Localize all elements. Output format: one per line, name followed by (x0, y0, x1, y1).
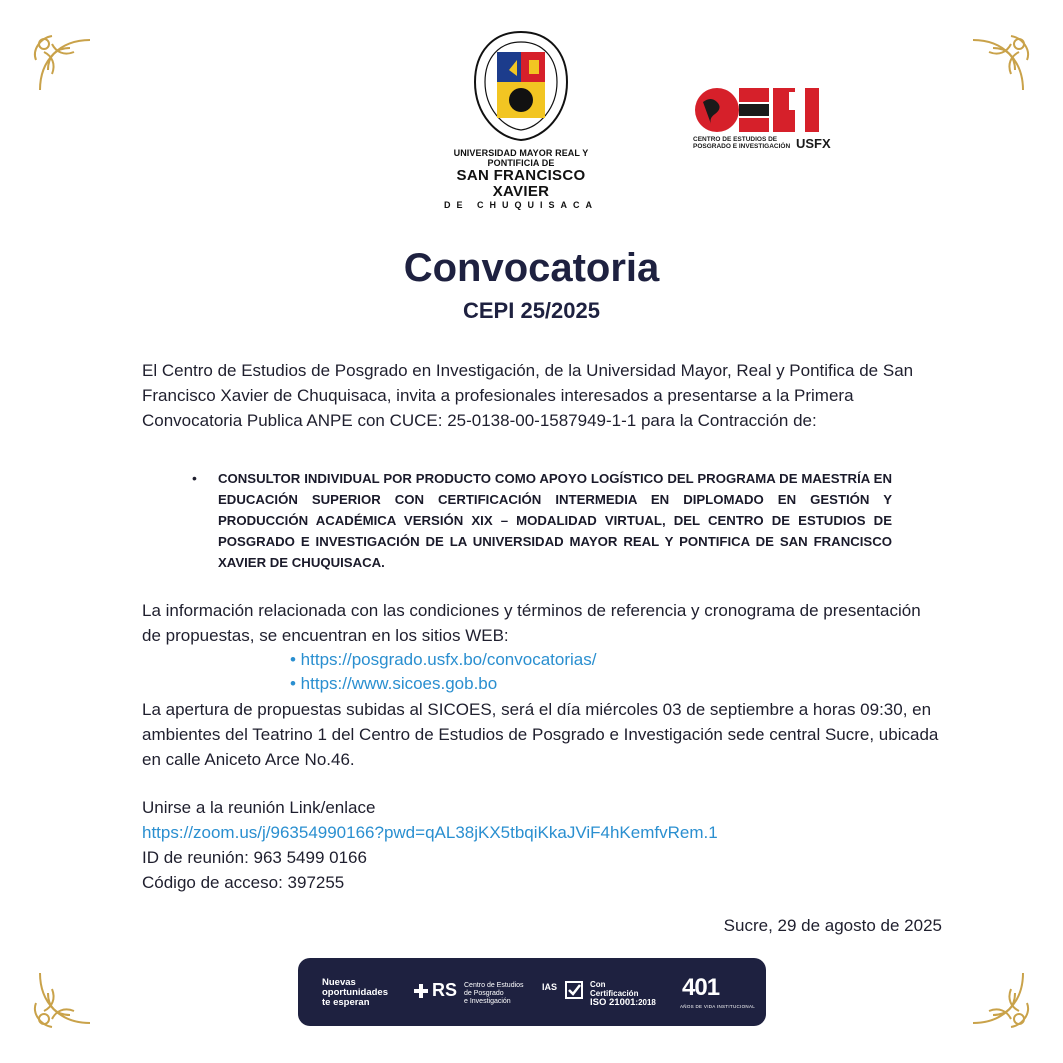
footer-cert-3: ISO 21001 (590, 997, 636, 1008)
footer-rs-text-1: Centro de Estudios (464, 982, 524, 989)
cepi-tagline-1: CENTRO DE ESTUDIOS DE (693, 136, 778, 143)
corner-ornament-bottom-left (30, 963, 100, 1033)
cepi-badge: USFX (796, 136, 831, 151)
footer-bar (298, 958, 766, 1026)
issue-date: Sucre, 29 de agosto de 2025 (723, 916, 942, 935)
footer-cert-2: Certificación (590, 989, 639, 998)
university-name-line2: SAN FRANCISCO XAVIER (456, 167, 586, 200)
check-badge-icon (564, 980, 584, 1005)
university-logo (438, 30, 604, 210)
apertura-paragraph: La apertura de propuestas subidas al SICOES, será el día miércoles 03 de septiembre a horas 09:30, en ambientes del Teatrino 1 del Centro de Estudios de Posgrado e Investigación sede central Sucre, ubicada en calle Aniceto Arce No.46. (142, 700, 939, 769)
cepi-tagline-2: POSGRADO E INVESTIGACIÓN (693, 143, 791, 150)
info-paragraph: La información relacionada con las condiciones y términos de referencia y cronograma de presentación de propuestas, se encuentran en los sitios WEB: (142, 601, 921, 645)
plus-icon (414, 984, 428, 1003)
footer-anniversary: 401 (682, 974, 720, 1001)
bullet-item (192, 468, 892, 573)
link-posgrado[interactable]: • https://posgrado.usfx.bo/convocatorias/ (290, 650, 597, 669)
page-subtitle: CEPI 25/2025 (463, 298, 600, 323)
footer-cert-1: Con (590, 980, 606, 989)
footer-rs-text-2: de Posgrado (464, 990, 504, 997)
university-name-line1: UNIVERSIDAD MAYOR REAL Y PONTIFICIA DE (453, 148, 589, 168)
corner-ornament-top-left (30, 30, 100, 100)
footer-rs-text (464, 982, 524, 1006)
university-name-line3: DE CHUQUISACA (443, 200, 598, 210)
zoom-link[interactable]: https://zoom.us/j/96354990166?pwd=qAL38jKX5tbqiKkaJViF4hKemfvRem.1 (142, 823, 718, 842)
bullet-dot-icon: • (192, 470, 197, 486)
page-title: Convocatoria (403, 246, 660, 290)
corner-ornament-top-right (963, 30, 1033, 100)
footer-rs-logo: RS (432, 980, 458, 1000)
footer-slogan-2: oportunidades (322, 987, 388, 998)
footer-anniversary-sub: AÑOS DE VIDA INSTITUCIONAL (680, 1004, 756, 1009)
corner-ornament-bottom-right (963, 963, 1033, 1033)
footer-slogan-3: te esperan (322, 997, 370, 1008)
zoom-passcode: Código de acceso: 397255 (142, 873, 345, 892)
bullet-text: CONSULTOR INDIVIDUAL POR PRODUCTO COMO APOYO LOGÍSTICO DEL PROGRAMA DE MAESTRÍA EN EDUCACIÓN SUPERIOR CON CERTIFICACIÓN INTERMEDIA EN DIPLOMADO EN GESTIÓN Y PRODUCCIÓN ACADÉMICA VERSIÓN XIX – MODALIDAD VIRTUAL, DEL CENTRO DE ESTUDIOS DE POSGRADO E INVESTIGACIÓN DE LA UNIVERSIDAD MAYOR REAL Y PONTIFICA DE SAN FRANCISCO XAVIER DE CHUQUISACA. (218, 471, 892, 570)
zoom-meeting-id: ID de reunión: 963 5499 0166 (142, 848, 367, 867)
cepi-logo (693, 82, 853, 162)
footer-cert-4: :2018 (635, 998, 656, 1007)
zoom-section (142, 795, 944, 895)
zoom-label: Unirse a la reunión Link/enlace (142, 798, 376, 817)
footer-rs-text-3: e Investigación (464, 998, 511, 1005)
footer-slogan (322, 978, 388, 1008)
link-sicoes[interactable]: • https://www.sicoes.gob.bo (290, 674, 498, 693)
footer-ias-logo: IAS (542, 982, 558, 992)
footer-certification (590, 980, 656, 1007)
university-seal-icon (473, 30, 569, 142)
intro-paragraph: El Centro de Estudios de Posgrado en Investigación, de la Universidad Mayor, Real y Pontifica de San Francisco Xavier de Chuquisaca, invita a profesionales interesados a presentarse a la Primera Convocatoria Publica ANPE con CUCE: 25-0138-00-1587949-1-1 para la Contracción de: (142, 361, 914, 430)
footer-slogan-1: Nuevas (322, 977, 356, 988)
